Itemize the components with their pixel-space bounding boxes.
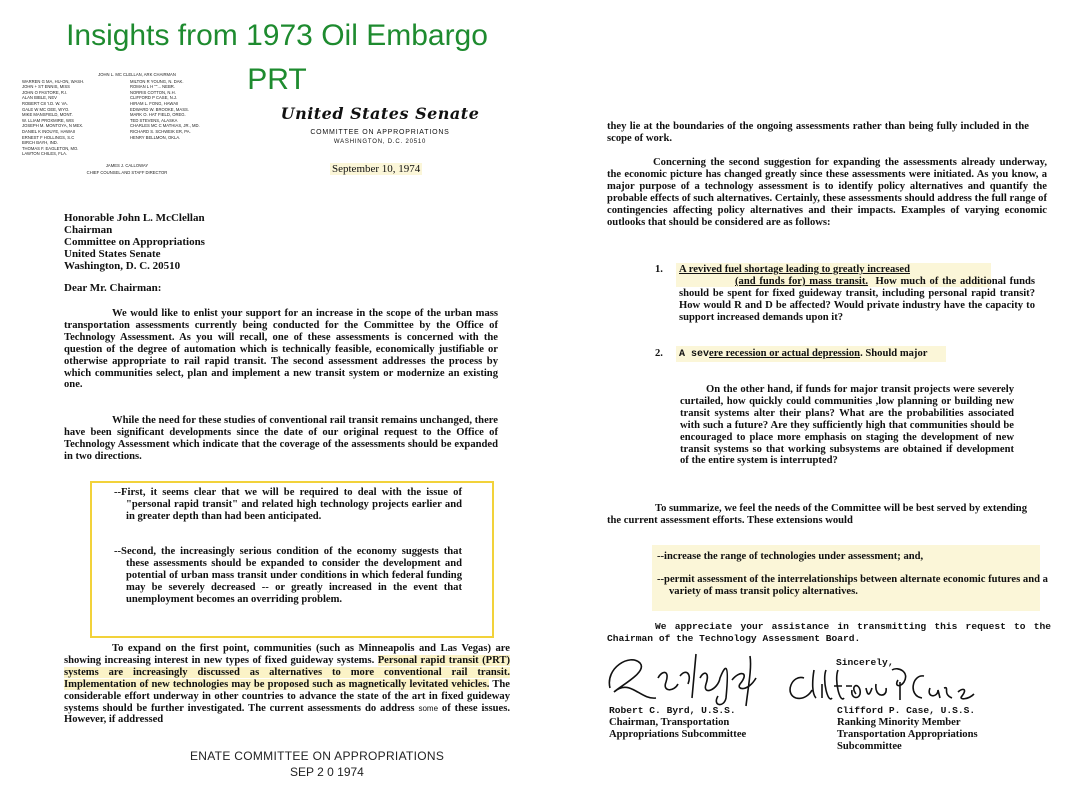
sincerely: Sincerely, [836,657,894,668]
byrd-signature [600,648,770,710]
first-point-text: and related high technology projects earlier and in greater depth than had been anticipated. [126,498,462,522]
member-name: THOMAS F. EAGLETON, MO. [22,145,79,151]
address-block [64,212,205,294]
prt-highlight: Personal rapid transit (PRT) systems are increasingly discussed as alternatives to more conventional rail transit. Implementation of new technologies may be proposed such as magnetically levitated vehicles. [64,654,511,690]
member-name: NORRIS COTTON, N.H. [130,89,176,95]
letter-date: September 10, 1974 [332,163,421,175]
case-name: Clifford P. Case, U.S.S. [837,705,976,716]
closing-paragraph: We appreciate your assistance in transmitting this request to the Chairman of the Technology Assessment Board. [607,621,1051,644]
byrd-title: Appropriations Subcommittee [609,729,747,740]
p3-text: To expand on the first point, communities (such as Minneapolis and Las Vegas) are showing increasing interest in new types of fixed guideway systems. [64,643,510,666]
right-paragraph-1: Concerning the second suggestion for expanding the assessments already underway, the economic picture has changed greatly since these assessments were initiated. As you know, a major purpose of a technology assessment is to identify policy alternatives and quantify the probable effects of such alternatives. Certainly, these assessments should address the full range of contingencies affecting policy alternatives and their impacts. Examples of varying economic outlooks that should be considered are as follows: [607,157,1047,228]
second-point: --Second, the increasingly serious condition of the economy suggests that these assessments should be expanded to consider the development and potential of urban mass transit under conditions in which federal funding may be severely decreased -- or greatly increased in the event that unemployment becomes an overriding problem. [114,546,462,605]
item2-text: A sev [679,349,710,360]
address-line: Washington, D. C. 20510 [64,260,181,272]
case-title: Transportation Appropriations [837,729,978,740]
member-name: WARREN G MA, HU-ON, WASH. [22,78,85,84]
byrd-title: Chairman, Transportation [609,717,730,728]
left-paragraph-2: While the need for these studies of conventional rail transit remains unchanged, there have been significant developments since the date of our original request to the Office of Technology Assessment which indicate that the coverage of the assessments should be expanded in two directions. [64,415,498,462]
member-name: CHARLES MC C MATHIAS, JR., MD. [130,123,200,129]
committee-name: COMMITTEE ON APPROPRIATIONS [310,129,450,136]
member-name: MILTON R YOUNG, N. DAK. [130,78,184,84]
left-paragraph-1: We would like to enlist your support for an increase in the scope of the urban mass transportation assessments currently being conducted for the Committee by the Office of Technology Assessment. As you will recall, one of these assessments is concerned with the question of the degree of automation which is technically feasible, economically justifiable or otherwise appropriate to rail rapid transit. The second assessment addresses the process by which communities select, plan and implement a new transit system or modernize an existing one. [64,308,498,391]
member-name: LAWTON CHILES, FLA. [22,151,68,157]
received-stamp: ENATE COMMITTEE ON APPROPRIATIONS [190,749,445,763]
members-left-column [22,79,124,157]
address-line: Chairman [64,224,113,236]
item1 [679,264,1035,324]
member-name: TED STEVENS, ALASKA [130,117,178,123]
address-line: Committee on Appropriations [64,236,205,248]
item1-number: 1. [655,264,663,275]
right-paragraph-0: they lie at the boundaries of the ongoing assessments rather than being fully included in the scope of work. [607,121,1029,144]
counsel-title: CHIEF COUNSEL AND STAFF DIRECTOR [86,169,168,175]
senate-letterhead [280,104,480,145]
right-paragraph-summary: To summarize, we feel the needs of the Committee will be best served by extending the current assessment efforts. These extensions would [607,503,1027,526]
member-name: W. LLIAM PROXMIRE, WIS [22,117,74,123]
extension-2: --permit assessment of the interrelationships between alternate economic futures and a variety of mass transit policy alternatives. [657,574,1048,597]
first-point-text: --First, it seems clear that we will be required to deal with the issue of [114,487,462,498]
right-paragraph-other: On the other hand, if funds for major transit projects were severely curtailed, how quickly could communities ,low planning or building new transit systems alter their plans? What are the probabilities associated with such a future? Are they sufficiently high that communities should be encouraged to place more emphasis on staging the development of new transit systems so that working subsystems are obtained if development of the entire system is interrupted? [680,384,1014,467]
member-name: ERNEST F HOLLINGS, S.C [22,134,75,140]
member-name: RICHARD S. SCHWEIK ER, PA. [130,128,191,134]
first-point [114,487,462,523]
member-name: HENRY BELLMON, OKLA. [130,134,181,140]
case-title: Subcommittee [837,741,902,752]
member-name: ROBERT C8 'I.D. W. VA. [22,100,68,106]
slide-title-line1: Insights from 1973 Oil Embargo [66,19,488,52]
member-name: EDWARD W. BROOKE, MASS. [130,106,189,112]
item1-highlight-line1: A revived fuel shortage leading to greatly increased [679,264,910,275]
item2-text: . Should major [860,348,928,359]
item1-highlight-line2: (and funds for) mass transit. [735,275,869,287]
member-name: BIRCH BAYH, IND. [22,140,58,146]
case-title: Ranking Minority Member [837,717,961,728]
senate-name: United States Senate [280,104,480,123]
extension-1: --increase the range of technologies under assessment; and, [657,551,924,562]
slide-title-line2: PRT [247,63,307,96]
member-name: MARK O. HAT FIELD, OREG. [130,112,186,118]
member-name: GALE W MC GEE, WYO. [22,106,70,112]
member-name: JOHN + ST ENNIS, MISS [22,84,70,90]
members-right-column [130,79,232,157]
p3-text: The considerable effort underway in other countries to advance the state of the art in fixed guideway systems should be further investigated. The current assessments do address [64,678,510,714]
member-name: ALAN BIBLE, NEV [22,95,57,101]
item1-text: How much of the additional funds should be spent for fixed guideway transit, including personal rapid transit? How would R and D be affected? Would private industry have the capacity to support increased demands upon it? [679,275,1036,323]
item2 [679,348,927,361]
member-name: CLIFFORD P CASE, N.J. [130,95,178,101]
item2-highlight: ere recession or actual depression [709,348,861,359]
member-name: JOSEPH M. MONTOYA, N MEX. [22,123,84,129]
case-signature-block [837,705,978,753]
member-name: HIRAM L. FONG, HAWAII [130,100,179,106]
member-name: JOHN O PASTORE, R.I. [22,89,68,95]
received-stamp-date: SEP 2 0 1974 [290,765,364,779]
byrd-signature-block [609,705,746,741]
prt-quote: "personal rapid transit" [126,498,239,510]
committee-location: WASHINGTON, D.C. 20510 [333,139,427,145]
salutation: Dear Mr. Chairman: [64,282,162,294]
p3-some: some [418,703,439,713]
item2-number: 2. [655,348,663,359]
address-line: Honorable John L. McClellan [64,212,205,224]
byrd-name: Robert C. Byrd, U.S.S. [609,705,736,716]
member-name: DANIEL K INOUYE, HAWAII [22,128,76,134]
left-paragraph-3 [64,643,510,726]
member-name: MIKE MANSFIELD, MONT. [22,112,73,118]
p3-text: of these issues. However, if addressed [64,702,510,726]
letterhead-chairman: JOHN L. MC CLELLAN, ARK CHAIRMAN [98,72,176,77]
counsel-name: JAMES J. CALLOWAY [105,162,149,168]
case-signature [782,664,982,710]
letterhead-members [22,72,232,175]
address-line: United States Senate [64,248,161,260]
member-name: ROMAN L H ''''... NEBR. [130,84,175,90]
